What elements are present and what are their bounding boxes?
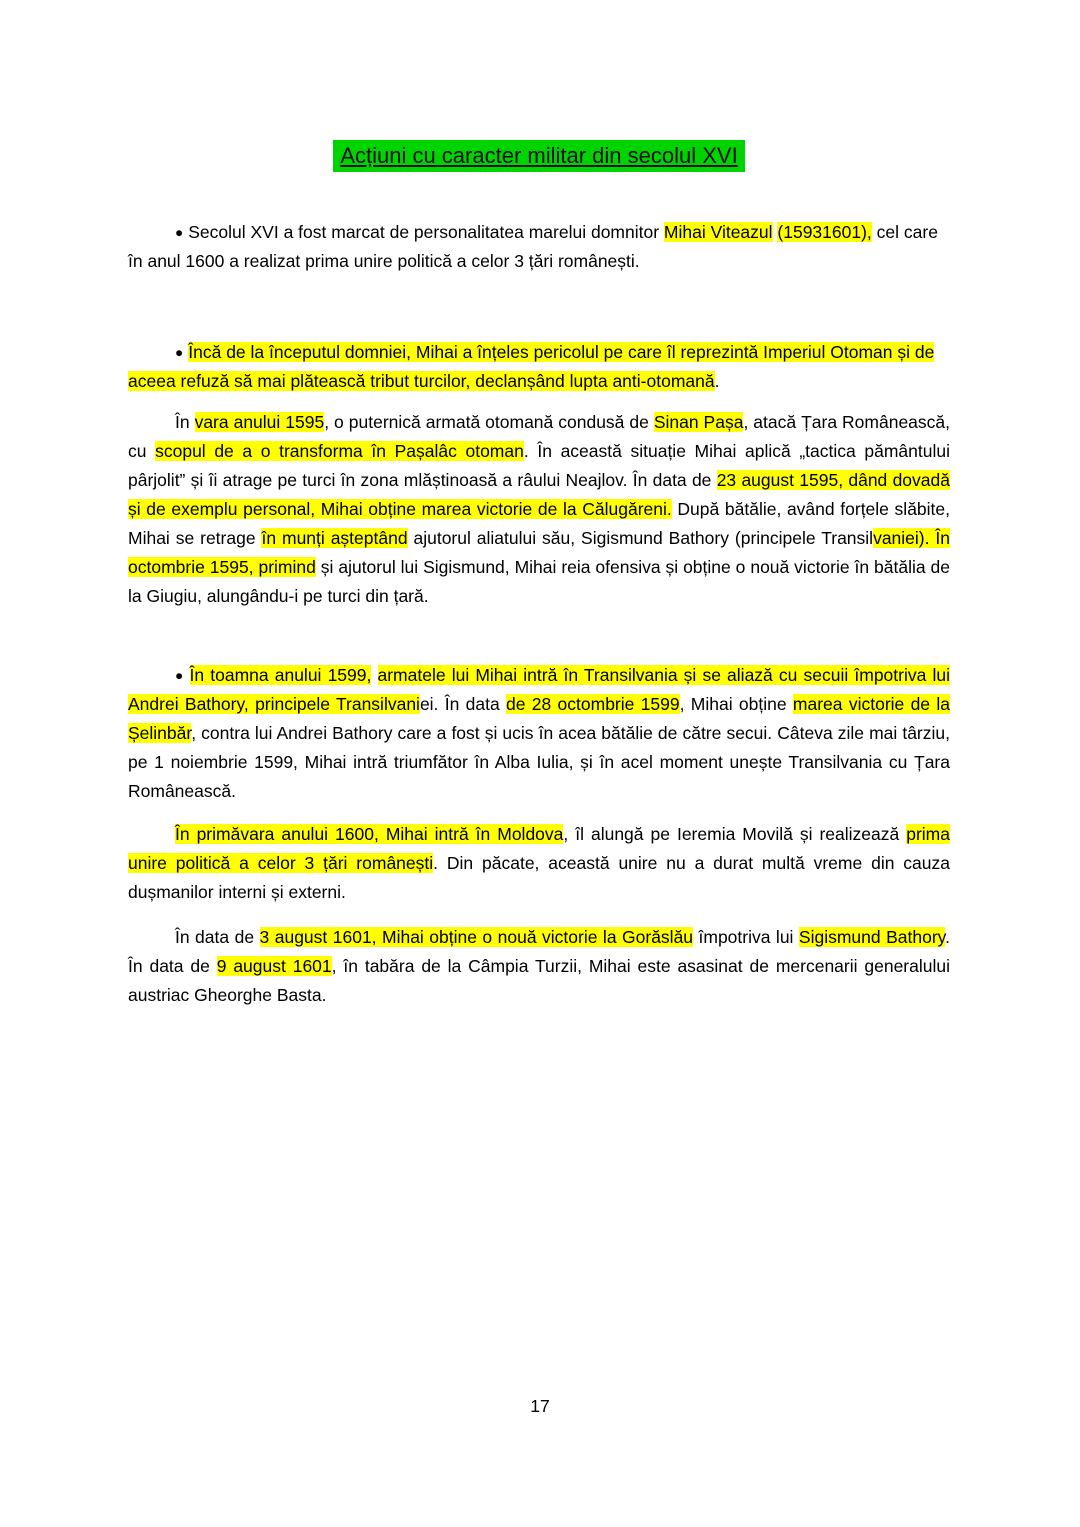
highlighted-text: 23 august 1595, dând dovadă și de exemplu personal, Mihai obține marea victorie de la Călugăreni. — [128, 470, 950, 519]
highlighted-text: scopul de a o transforma în Pașalâc otoman — [155, 441, 524, 461]
text-segment: ajutorul aliatului său, Sigismund Bathory (principele Transil — [407, 528, 874, 548]
text-segment: , Mihai obține — [679, 694, 793, 714]
text-segment: În — [175, 412, 195, 432]
page-number: 17 — [530, 1396, 550, 1416]
text-segment: , contra lui Andrei Bathory care a fost și ucis în acea bătălie de către secui. Câteva zile mai târziu, pe 1 noiembrie 1599, Mihai intră triumfător în Alba Iulia, și în acel moment unește Transilvania cu Țara Românească. — [128, 723, 950, 801]
text-segment: . Din păcate, această unire nu a durat multă vreme din cauza dușmanilor interni și externi. — [128, 853, 951, 902]
bullet-icon: ● — [175, 225, 184, 240]
highlighted-text: În primăvara anului 1600, Mihai intră în Moldova — [175, 824, 564, 844]
highlighted-text: (15931601), — [777, 222, 872, 242]
title-container — [128, 140, 950, 172]
highlighted-text: Sigismund Bathory — [798, 927, 946, 947]
para-goraslau — [128, 923, 950, 1010]
highlighted-text: 9 august 1601 — [216, 956, 332, 976]
para-calugareni — [128, 408, 950, 611]
text-segment: În data de — [175, 927, 260, 947]
para-mihai-intro — [128, 218, 950, 276]
highlighted-text: Mihai Viteazul — [663, 222, 773, 242]
text-segment: , în tabăra de la Câmpia Turzii, Mihai este asasinat de mercenarii generalului austriac Gheorghe Basta. — [128, 956, 950, 1005]
para-antiotoman — [128, 338, 950, 396]
text-segment — [371, 665, 377, 685]
highlighted-text: în munți așteptând — [261, 528, 408, 548]
text-segment: , atacă Țara Românească, cu — [128, 412, 951, 461]
text-segment: Secolul XVI a fost marcat de personalitatea marelui domnitor — [188, 222, 664, 242]
text-segment: , o puternică armată otomană condusă de — [324, 412, 654, 432]
text-segment: , îl alungă pe Ieremia Movilă și realizează — [563, 824, 907, 844]
highlighted-text: marea victorie de la Șelinbăr — [128, 694, 950, 743]
highlighted-text: vaniei). În octombrie 1595, primind — [128, 528, 950, 577]
highlighted-text: vara anului 1595 — [194, 412, 325, 432]
text-segment: . — [714, 371, 720, 391]
highlighted-text: prima unire politică a celor 3 țări românești — [128, 824, 950, 873]
text-segment: După bătălie, având forțele slăbite, Mihai se retrage — [128, 499, 950, 548]
text-segment: împotriva lui — [693, 927, 799, 947]
para-moldova — [128, 820, 950, 907]
highlighted-text: Sinan Pașa — [653, 412, 744, 432]
page-title: Acțiuni cu caracter militar din secolul XVI — [333, 140, 744, 172]
text-segment: . În această situație Mihai aplică „tactica pământului pârjolit” și îi atrage pe turci în zona mlăștinoasă a râului Neajlov. În data de — [128, 441, 950, 490]
highlighted-text: Încă de la începutul domniei, Mihai a înțeles pericolul pe care îl reprezintă Imperiul Otoman și de aceea refuză să mai plătească tribut turcilor, declanșând lupta anti-otomană — [128, 342, 935, 391]
bullet-icon: ● — [175, 668, 185, 683]
document-body — [128, 218, 950, 1010]
para-transilvania — [128, 661, 950, 806]
highlighted-text: 3 august 1601, Mihai obține o nouă victorie la Gorăslău — [259, 927, 694, 947]
text-segment: și ajutorul lui Sigismund, Mihai reia ofensiva și obține o nouă victorie în bătălia de la Giugiu, alungându-i pe turci din țară. — [128, 557, 951, 606]
text-segment: cel care în anul 1600 a realizat prima unire politică a celor 3 țări românești. — [128, 222, 938, 271]
highlighted-text: de 28 octombrie 1599 — [506, 694, 680, 714]
bullet-icon: ● — [175, 345, 184, 360]
text-segment: . În data de — [128, 927, 950, 976]
highlighted-text: În toamna anului 1599, — [189, 665, 372, 685]
text-segment: ei. În data — [419, 694, 506, 714]
highlighted-text: armatele lui Mihai intră în Transilvania și se aliază cu secuii împotriva lui Andrei Bathory, principele Transilvani — [128, 665, 950, 714]
